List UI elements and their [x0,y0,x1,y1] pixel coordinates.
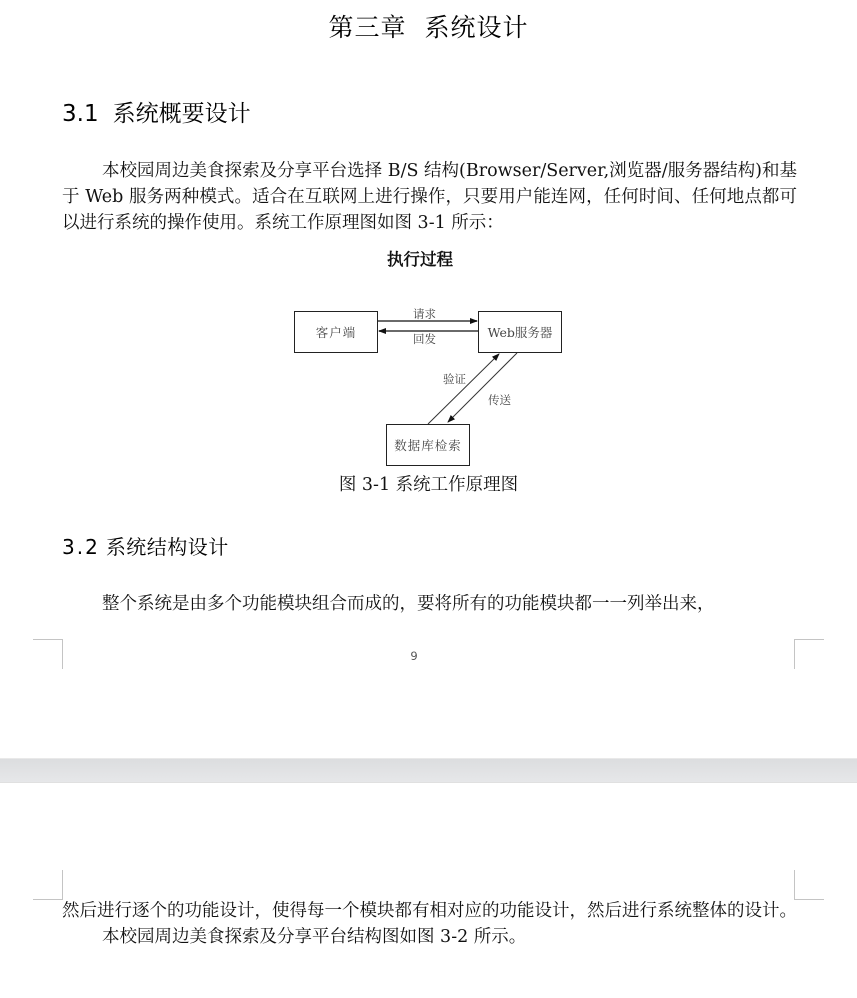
paragraph-structure [62,591,797,617]
response-label: 回发 [413,332,436,346]
database-node: 数据库检索 [386,424,470,466]
verify-arrow [428,354,499,424]
paragraph-text-continued: 然后进行逐个的功能设计，使得每一个模块都有相对应的功能设计，然后进行系统整体的设计。 [62,901,797,921]
section-title: 系统结构设计 [105,535,229,559]
verify-label: 验证 [443,372,466,386]
client-node: 客户端 [294,311,378,353]
transfer-label: 传送 [488,393,511,407]
page-number: 9 [410,649,418,663]
section-number: 3.1 [62,101,99,127]
figure-title: 执行过程 [387,250,453,269]
paragraph-text: 本校园周边美食探索及分享平台结构图如图 3-2 所示。 [102,927,527,947]
paragraph-text: 整个系统是由多个功能模块组合而成的，要将所有的功能模块都一一列举出来， [102,594,715,614]
web-server-node: Web服务器 [478,311,562,353]
transfer-arrow [448,353,517,422]
figure-caption: 图 3-1 系统工作原理图 [338,475,519,495]
section-title: 系统概要设计 [112,101,251,127]
page2-body [62,898,797,950]
request-label: 请求 [413,307,436,321]
page-separator [0,758,857,783]
chapter-name: 系统设计 [424,13,529,42]
section-number: 3.2 [62,535,100,559]
paragraph-text: 本校园周边美食探索及分享平台选择 B/S 结构(Browser/Server,浏览器/服务器结构)和基于 Web 服务两种模式。适合在互联网上进行操作，只要用户能连网，任何时间、任何地点都可以进行系统的操作使用。系统工作原理图如图 3-1 所示： [62,161,797,233]
chapter-number: 第三章 [328,13,407,42]
margin-corner-top-right [794,870,824,900]
margin-corner-top-left [33,870,63,900]
section-heading-3-2 [62,531,229,560]
